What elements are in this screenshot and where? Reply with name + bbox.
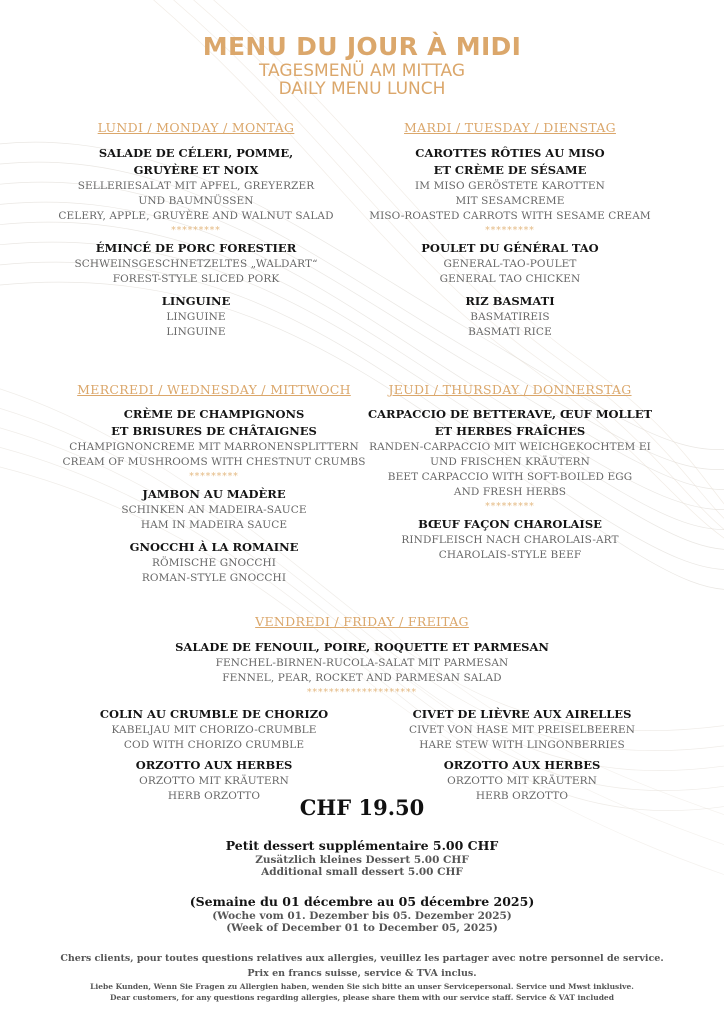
dish-name: ET CRÈME DE SÉSAME [433,163,587,177]
dish-name: GRUYÈRE ET NOIX [133,163,259,177]
week-fr: (Semaine du 01 décembre au 05 décembre 2025) [189,894,535,909]
dish-name: SALADE DE FENOUIL, POIRE, ROQUETTE ET PARMESAN [175,640,549,654]
dish-translation-de: CIVET VON HASE MIT PREISELBEEREN [408,724,636,736]
dish-translation-de: IM MISO GERÖSTETE KAROTTEN [415,180,605,192]
dish-name: CAROTTES RÔTIES AU MISO [415,146,605,160]
allergy-note-fr: Chers clients, pour toutes questions relatives aux allergies, veuillez les partager avec notre personnel de service. [60,953,664,964]
side-name: ORZOTTO AUX HERBES [443,758,601,772]
dish-name: ET BRISURES DE CHÂTAIGNES [111,424,317,438]
side-name: LINGUINE [161,294,231,308]
dish-translation-en: CREAM OF MUSHROOMS WITH CHESTNUT CRUMBS [62,456,366,468]
dish-name: ET HERBES FRAÎCHES [434,424,586,438]
dessert-supplement [0,837,724,878]
side-name: GNOCCHI À LA ROMAINE [129,540,299,554]
week-en: (Week of December 01 to December 05, 2025) [226,922,498,934]
dish-translation-de: MIT SESAMCREME [455,195,565,207]
menu-price: CHF 19.50 [299,795,425,820]
dish-translation-de: CHAMPIGNONCREME MIT MARRONENSPLITTERN [69,441,359,453]
dish-translation-en: COD WITH CHORIZO CRUMBLE [123,739,305,751]
monday-menu [26,145,366,340]
side-translation-de: RÖMISCHE GNOCCHI [152,557,276,569]
dish-name: CRÈME DE CHAMPIGNONS [123,407,305,421]
dish-name: COLIN AU CRUMBLE DE CHORIZO [99,707,329,721]
dish-translation-de: FENCHEL-BIRNEN-RUCOLA-SALAT MIT PARMESAN [215,657,509,669]
dish-name: CARPACCIO DE BETTERAVE, ŒUF MOLLET [367,407,653,421]
day-heading-tuesday: MARDI / TUESDAY / DIENSTAG [404,120,616,135]
dessert-fr: Petit dessert supplémentaire 5.00 CHF [225,838,499,853]
wednesday-menu [44,406,384,586]
day-heading-thursday: JEUDI / THURSDAY / DONNERSTAG [388,382,632,397]
dish-translation-en: HARE STEW WITH LINGONBERRIES [419,739,625,751]
dish-name: CIVET DE LIÈVRE AUX AIRELLES [412,707,632,721]
side-translation-en: LINGUINE [166,326,226,338]
separator: ******************** [307,688,417,698]
dish-translation-de: GENERAL-TAO-POULET [443,258,577,270]
dish-name: BŒUF FAÇON CHAROLAISE [418,517,602,531]
side-translation-en: HERB ORZOTTO [167,790,261,802]
dish-translation-en: FOREST-STYLE SLICED PORK [112,273,280,285]
dish-translation-de: SCHWEINSGESCHNETZELTES „WALDART“ [74,258,318,270]
dish-translation-en: CELERY, APPLE, GRUYÈRE AND WALNUT SALAD [58,210,334,222]
dish-translation-de: SCHINKEN AN MADEIRA-SAUCE [121,504,307,516]
dish-translation-de: SELLERIESALAT MIT APFEL, GREYERZER [77,180,315,192]
side-translation-en: ROMAN-STYLE GNOCCHI [141,572,287,584]
dessert-en: Additional small dessert 5.00 CHF [261,866,463,878]
side-translation-en: BASMATI RICE [468,326,552,338]
day-heading-friday: VENDREDI / FRIDAY / FREITAG [255,614,469,629]
tuesday-menu [340,145,680,340]
separator: ********* [485,226,535,236]
dish-translation-en: FENNEL, PEAR, ROCKET AND PARMESAN SALAD [222,672,502,684]
friday-option-left [44,706,384,804]
side-translation-de: ORZOTTO MIT KRÄUTERN [447,775,597,787]
dish-name: ÉMINCÉ DE PORC FORESTIER [95,241,297,255]
separator: ********* [189,472,239,482]
price-note-fr: Prix en francs suisse, service & TVA inclus. [247,968,477,979]
menu-title: MENU DU JOUR À MIDI [202,32,522,61]
dish-name: JAMBON AU MADÈRE [142,487,286,501]
friday-option-right [352,706,692,804]
side-translation-de: LINGUINE [166,311,226,323]
day-heading-monday: LUNDI / MONDAY / MONTAG [97,120,295,135]
dish-translation-en: GENERAL TAO CHICKEN [439,273,581,285]
week-de: (Woche vom 01. Dezember bis 05. Dezember 2025) [212,910,512,922]
dish-translation-de: RINDFLEISCH NACH CHAROLAIS-ART [401,534,619,546]
dish-translation-en: CHAROLAIS-STYLE BEEF [438,549,582,561]
day-heading-wednesday: MERCREDI / WEDNESDAY / MITTWOCH [77,382,351,397]
dish-translation-de: UND BAUMNÜSSEN [138,195,254,207]
week-range [0,893,724,934]
dish-translation-de: KABELJAU MIT CHORIZO-CRUMBLE [111,724,317,736]
side-translation-de: BASMATIREIS [470,311,550,323]
allergy-note-de: Liebe Kunden, Wenn Sie Fragen zu Allergien haben, wenden Sie sich bitte an unser Servicepersonal. Service und Mwst inklusive. [90,982,634,991]
menu-subtitle-en: DAILY MENU LUNCH [278,79,446,99]
dish-translation-de: RANDEN-CARPACCIO MIT WEICHGEKOCHTEM EI [369,441,651,453]
dish-name: POULET DU GÉNÉRAL TAO [421,241,599,255]
dish-name: SALADE DE CÉLERI, POMME, [98,146,294,160]
allergy-note-en: Dear customers, for any questions regarding allergies, please share them with our service staff. Service & VAT included [110,993,614,1002]
side-translation-de: ORZOTTO MIT KRÄUTERN [139,775,289,787]
dish-translation-en: BEET CARPACCIO WITH SOFT-BOILED EGG [387,471,633,483]
dish-translation-de: UND FRISCHEN KRÄUTERN [430,456,590,468]
separator: ********* [485,502,535,512]
friday-starter [112,639,612,702]
menu-subtitle-de: TAGESMENÜ AM MITTAG [258,61,466,81]
dish-translation-en: MISO-ROASTED CARROTS WITH SESAME CREAM [369,210,651,222]
separator: ********* [171,226,221,236]
side-name: RIZ BASMATI [465,294,555,308]
dessert-de: Zusätzlich kleines Dessert 5.00 CHF [255,854,469,866]
side-translation-en: HERB ORZOTTO [475,790,569,802]
dish-translation-en: AND FRESH HERBS [453,486,567,498]
footer-notes [0,951,724,1003]
dish-translation-en: HAM IN MADEIRA SAUCE [140,519,288,531]
side-name: ORZOTTO AUX HERBES [135,758,293,772]
thursday-menu [340,406,680,563]
